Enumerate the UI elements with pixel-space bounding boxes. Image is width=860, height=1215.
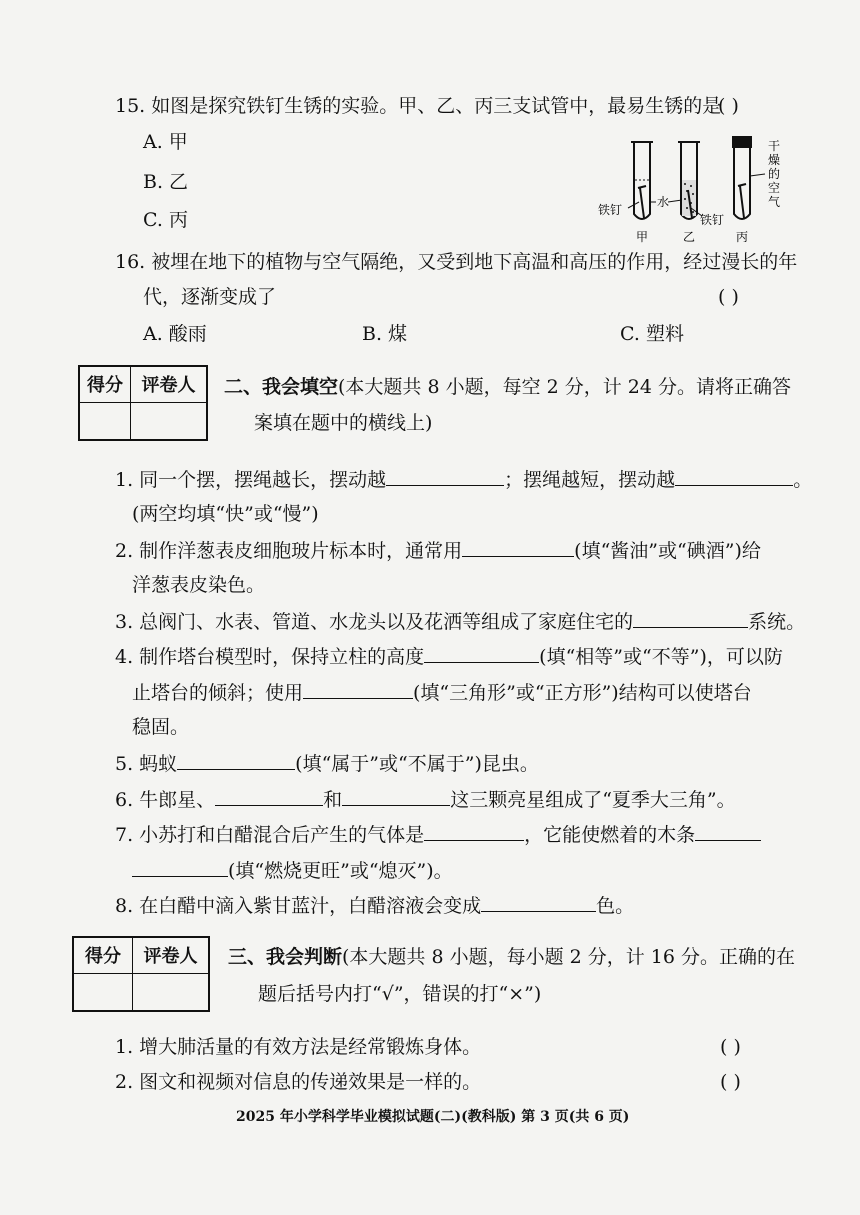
fill-q7-hint: (填“燃烧更旺”或“熄灭”)。 xyxy=(228,860,453,882)
fill-q7-text-b: ，它能使燃着的木条 xyxy=(524,824,696,846)
grader-header: 评卷人 xyxy=(131,366,208,402)
fill-q4-blank-1[interactable] xyxy=(424,642,539,663)
figure-label-dry-air-4: 空 xyxy=(768,181,781,195)
judge-item-2-paren[interactable]: ( ) xyxy=(720,1071,741,1093)
fill-q6-blank-1[interactable] xyxy=(215,785,323,806)
fill-q3-line1 xyxy=(115,607,805,636)
q15-option-c: C. 丙 xyxy=(143,209,188,231)
fill-q7-blank-2-continued[interactable] xyxy=(132,856,228,877)
fill-q4-text-c: 止塔台的倾斜；使用 xyxy=(132,682,304,704)
q16-stem-line2: 代，逐渐变成了 xyxy=(143,286,277,308)
fill-q7-text-a: 7. 小苏打和白醋混合后产生的气体是 xyxy=(115,824,425,846)
section3-title-rest: (本大题共 8 小题，每小题 2 分，计 16 分。正确的在 xyxy=(342,946,796,968)
fill-q4-text-a: 4. 制作塔台模型时，保持立柱的高度 xyxy=(115,646,425,668)
judge-item-2: 2. 图文和视频对信息的传递效果是一样的。 xyxy=(115,1071,482,1093)
fill-q8-text-b: 色。 xyxy=(596,895,635,917)
score-cell[interactable] xyxy=(73,973,133,1011)
fill-q2-text-a: 2. 制作洋葱表皮细胞玻片标本时，通常用 xyxy=(115,540,463,562)
fill-q2-line1 xyxy=(115,536,761,565)
grader-cell[interactable] xyxy=(133,973,210,1011)
fill-q1-text-a: 1. 同一个摆，摆绳越长，摆动越 xyxy=(115,469,387,491)
fill-q8-text-a: 8. 在白醋中滴入紫甘蓝汁，白醋溶液会变成 xyxy=(115,895,482,917)
fill-q7-blank-2[interactable] xyxy=(695,820,761,841)
fill-q5-text-b: (填“属于”或“不属于”)昆虫。 xyxy=(295,753,539,775)
fill-q4-line1 xyxy=(115,642,783,671)
section2-score-box xyxy=(78,365,208,441)
fill-q5-blank-1[interactable] xyxy=(177,749,295,770)
score-header: 得分 xyxy=(73,937,133,973)
test-tube-yi xyxy=(678,142,700,219)
fill-q5-text-a: 5. 蚂蚁 xyxy=(115,753,178,775)
q15-option-b: B. 乙 xyxy=(143,171,189,193)
fill-q1-line1 xyxy=(115,465,812,494)
fill-q4-text-d: (填“三角形”或“正方形”)结构可以使塔台 xyxy=(413,682,752,704)
section2-title xyxy=(224,370,791,404)
fill-q7-line2 xyxy=(132,856,453,885)
q16-stem-line1: 16. 被埋在地下的植物与空气隔绝，又受到地下高温和高压的作用，经过漫长的年 xyxy=(115,251,798,273)
q16-answer-paren[interactable]: ( ) xyxy=(718,286,739,308)
figure-label-dry-air-5: 气 xyxy=(768,195,781,209)
score-header: 得分 xyxy=(79,366,131,402)
figure-label-dry-air-1: 干 xyxy=(768,139,781,153)
q16-option-a: A. 酸雨 xyxy=(143,323,207,345)
section2-title-rest: (本大题共 8 小题，每空 2 分，计 24 分。请将正确答 xyxy=(338,376,792,398)
fill-q6-text-b: 和 xyxy=(323,789,343,811)
grader-header: 评卷人 xyxy=(133,937,210,973)
test-tube-jia xyxy=(631,142,653,219)
fill-q2-blank-1[interactable] xyxy=(462,536,574,557)
test-tube-bing xyxy=(732,136,752,219)
fill-q8-blank-1[interactable] xyxy=(481,891,596,912)
fill-q8-line1 xyxy=(115,891,634,920)
grader-cell[interactable] xyxy=(131,402,208,440)
fill-q1-blank-1[interactable] xyxy=(386,465,504,486)
fill-q1-blank-2[interactable] xyxy=(675,465,793,486)
section2-title-line2: 案填在题中的横线上) xyxy=(254,412,433,434)
figure-label-water: 水 xyxy=(657,195,670,209)
fill-q6-blank-2[interactable] xyxy=(342,785,450,806)
section2-title-bold: 二、我会填空 xyxy=(224,376,339,398)
section3-score-box xyxy=(72,936,210,1012)
fill-q4-text-b: (填“相等”或“不等”)，可以防 xyxy=(539,646,783,668)
fill-q3-blank-1[interactable] xyxy=(633,607,748,628)
tube-label-jia: 甲 xyxy=(636,230,649,244)
fill-q1-hint: (两空均填“快”或“慢”) xyxy=(132,503,319,525)
fill-q6-text-a: 6. 牛郎星、 xyxy=(115,789,216,811)
fill-q7-blank-1[interactable] xyxy=(424,820,524,841)
figure-label-nail-left: 铁钉 xyxy=(598,203,623,217)
fill-q3-text-b: 系统。 xyxy=(748,611,806,633)
fill-q6-text-c: 这三颗亮星组成了“夏季大三角”。 xyxy=(450,789,736,811)
page-footer: 2025 年小学科学毕业模拟试题(二)(教科版) 第 3 页(共 6 页) xyxy=(236,1109,630,1125)
fill-q4-line3: 稳固。 xyxy=(132,716,190,738)
fill-q2-line2: 洋葱表皮染色。 xyxy=(132,574,266,596)
fill-q6-line1 xyxy=(115,785,736,814)
judge-item-1-paren[interactable]: ( ) xyxy=(720,1036,741,1058)
figure-label-dry-air-3: 的 xyxy=(768,167,781,181)
fill-q1-text-b: ；摆绳越短，摆动越 xyxy=(504,469,676,491)
q16-option-c: C. 塑料 xyxy=(620,323,684,345)
section3-title-bold: 三、我会判断 xyxy=(228,946,343,968)
q15-option-a: A. 甲 xyxy=(143,131,188,153)
fill-q1-text-c: 。 xyxy=(793,469,813,491)
q16-option-b: B. 煤 xyxy=(362,323,408,345)
figure-label-nail-right: 铁钉 xyxy=(700,213,725,227)
tube-label-yi: 乙 xyxy=(683,230,696,244)
figure-label-dry-air-2: 燥 xyxy=(768,153,781,167)
score-cell[interactable] xyxy=(79,402,131,440)
fill-q5-line1 xyxy=(115,749,539,778)
q15-answer-paren[interactable]: ( ) xyxy=(718,95,739,117)
q15-stem: 15. 如图是探究铁钉生锈的实验。甲、乙、丙三支试管中，最易生锈的是 xyxy=(115,95,722,117)
section3-title-line2: 题后括号内打“√”，错误的打“×”) xyxy=(258,983,542,1005)
fill-q4-blank-2[interactable] xyxy=(303,678,413,699)
judge-item-1: 1. 增大肺活量的有效方法是经常锻炼身体。 xyxy=(115,1036,482,1058)
fill-q7-line1 xyxy=(115,820,761,849)
section3-title xyxy=(228,940,795,974)
tube-label-bing: 丙 xyxy=(736,230,749,244)
fill-q3-text-a: 3. 总阀门、水表、管道、水龙头以及花洒等组成了家庭住宅的 xyxy=(115,611,634,633)
rust-experiment-figure xyxy=(590,128,790,246)
fill-q2-text-b: (填“酱油”或“碘酒”)给 xyxy=(574,540,761,562)
fill-q4-line2 xyxy=(132,678,752,707)
